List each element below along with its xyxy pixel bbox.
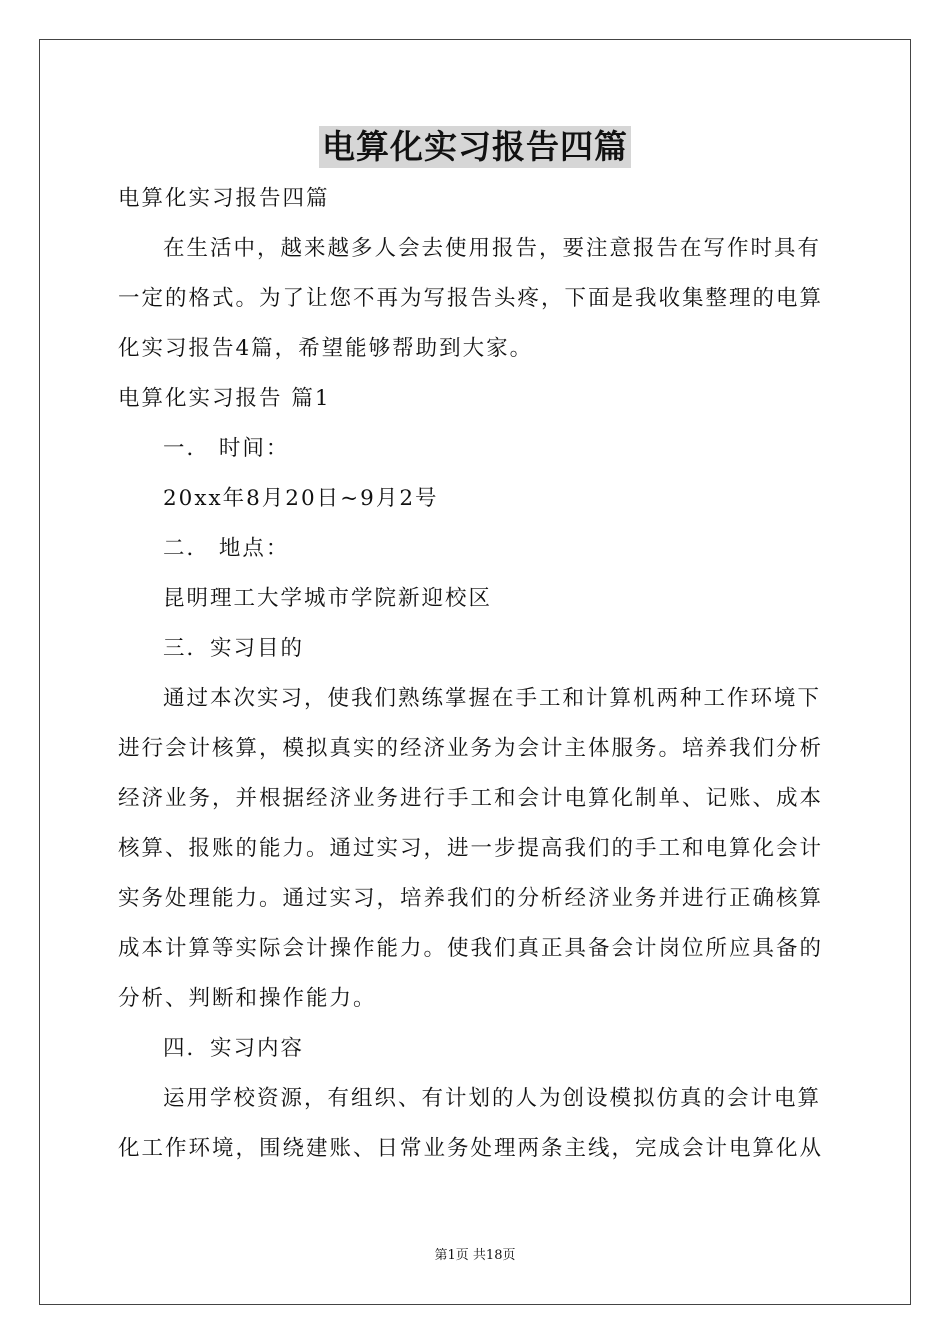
subtitle-line: 电算化实习报告四篇 [118,186,330,211]
paragraph-line: 分析、判断和操作能力。 [118,986,377,1011]
page-footer: 第1页 共18页 [434,1248,516,1263]
item-heading: 一． 时间： [163,436,290,461]
document-title: 电算化实习报告四篇 [319,126,631,168]
paragraph-line: 实务处理能力。通过实习，培养我们的分析经济业务并进行正确核算 [118,886,824,911]
item-heading: 四．实习内容 [163,1036,305,1061]
paragraph-line: 在生活中，越来越多人会去使用报告，要注意报告在写作时具有 [163,236,822,261]
paragraph-line: 通过本次实习，使我们熟练掌握在手工和计算机两种工作环境下 [163,686,822,711]
item-heading: 三．实习目的 [163,636,305,661]
paragraph-line: 一定的格式。为了让您不再为写报告头疼，下面是我收集整理的电算 [118,286,824,311]
page-border [39,39,911,1305]
paragraph-line: 经济业务，并根据经济业务进行手工和会计电算化制单、记账、成本 [118,786,824,811]
paragraph-line: 化工作环境，围绕建账、日常业务处理两条主线，完成会计电算化从 [118,1136,824,1161]
paragraph-line: 进行会计核算，模拟真实的经济业务为会计主体服务。培养我们分析 [118,736,824,761]
paragraph-line: 20xx年8月20日~9月2号 [163,486,439,511]
item-heading: 二． 地点： [163,536,290,561]
paragraph-line: 昆明理工大学城市学院新迎校区 [163,586,493,611]
section-heading: 电算化实习报告 篇1 [118,386,331,411]
paragraph-line: 运用学校资源，有组织、有计划的人为创设模拟仿真的会计电算 [163,1086,822,1111]
title-container [0,126,950,168]
paragraph-line: 成本计算等实际会计操作能力。使我们真正具备会计岗位所应具备的 [118,936,824,961]
paragraph-line: 化实习报告4篇，希望能够帮助到大家。 [118,336,534,361]
paragraph-line: 核算、报账的能力。通过实习，进一步提高我们的手工和电算化会计 [118,836,824,861]
